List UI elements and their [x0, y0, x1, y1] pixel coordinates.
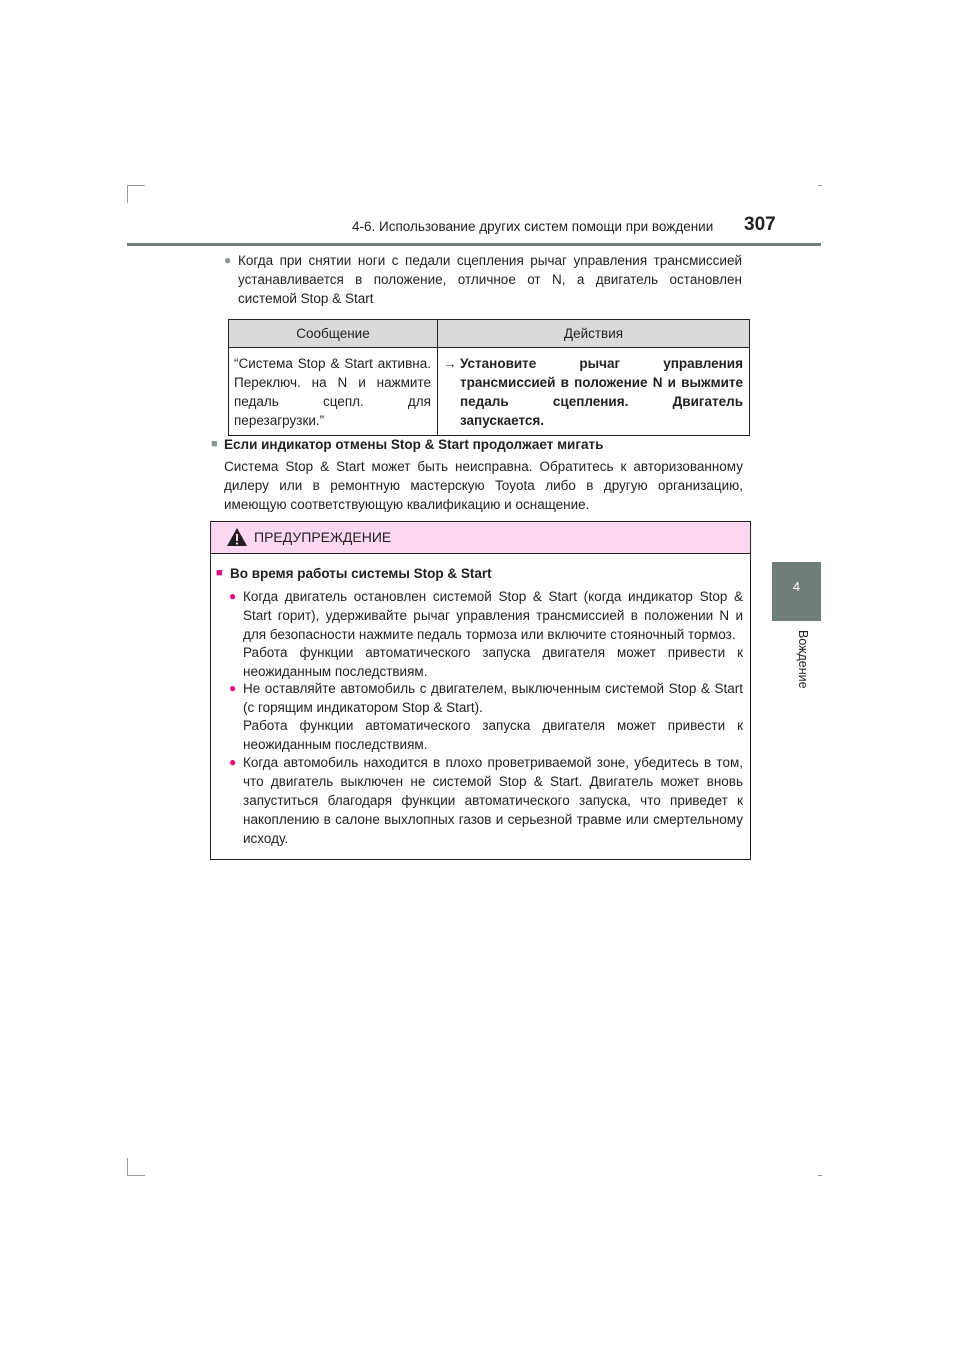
crop-mark-bottom-left-vertical	[127, 1158, 128, 1176]
warning-title: ПРЕДУПРЕЖДЕНИЕ	[254, 529, 392, 545]
chapter-number: 4	[792, 579, 801, 594]
crop-mark-top-right	[818, 185, 822, 186]
crop-mark-top-left-horizontal	[127, 185, 145, 186]
table-row	[229, 348, 750, 436]
message-table	[228, 319, 750, 436]
square-bullet-icon: ■	[216, 567, 223, 579]
warning-section-heading: Во время работы системы Stop & Start	[230, 566, 492, 581]
crop-mark-bottom-left-horizontal	[127, 1175, 145, 1176]
bullet-icon: ●	[229, 681, 237, 695]
header-rule	[127, 243, 821, 246]
arrow-right-icon: →	[443, 356, 457, 371]
table-header-message: Сообщение	[229, 320, 438, 348]
crop-mark-bottom-right	[818, 1175, 822, 1176]
section-title: 4-6. Использование других систем помощи при вождении	[352, 219, 714, 234]
warning-item-2-consequence: Работа функции автоматического запуска двигателя может привести к неожиданным последствиям.	[243, 718, 743, 752]
warning-item-2-text: Не оставляйте автомобиль с двигателем, выключенным системой Stop & Start (с горящим индикатором Stop & Start).	[243, 681, 743, 715]
chapter-label: Вождение	[796, 630, 810, 689]
warning-item-3-text: Когда автомобиль находится в плохо проветриваемой зоне, убедитесь в том, что двигатель выключен не системой Stop & Start. Двигатель может вновь запуститься благодаря функции автоматического запуска, что приведет к накоплению в салоне выхлопных газов и серьезной травме или смертельному исходу.	[243, 755, 743, 846]
square-bullet-icon: ■	[211, 438, 218, 450]
blink-section-body: Система Stop & Start может быть неисправна. Обратитесь к авторизованному дилеру или в ремонтную мастерскую Toyota либо в другую организацию, имеющую соответствующую квалификацию и оснащение.	[224, 459, 743, 512]
warning-box	[210, 521, 751, 860]
table-cell-action	[438, 348, 750, 436]
blink-section-heading: Если индикатор отмены Stop & Start продолжает мигать	[224, 437, 604, 452]
bullet-icon: ●	[229, 589, 237, 603]
bullet-icon: ●	[229, 755, 237, 769]
warning-header	[211, 522, 750, 554]
table-header-actions: Действия	[438, 320, 750, 348]
warning-item-1-consequence: Работа функции автоматического запуска двигателя может привести к неожиданным последствиям.	[243, 645, 743, 679]
table-cell-message	[229, 348, 438, 436]
warning-triangle-icon	[226, 527, 248, 547]
message-text: “Система Stop & Start активна. Переключ. на N и нажмите педаль сцепл. для перезагрузки.”	[234, 356, 431, 428]
page-number: 307	[744, 214, 776, 235]
action-text: Установите рычаг управления трансмиссией в положение N и выжмите педаль сцепления. Двигатель запускается.	[460, 356, 743, 428]
intro-bullet-text: Когда при снятии ноги с педали сцепления рычаг управления трансмиссией устанавливается в положение, отличное от N, а двигатель остановлен системой Stop & Start	[238, 253, 742, 306]
warning-item-1-text: Когда двигатель остановлен системой Stop & Start (когда индикатор Stop & Start горит), удерживайте рычаг управления трансмиссией в положении N и для безопасности нажмите педаль тормоза или включите стояночный тормоз.	[243, 589, 743, 642]
chapter-tab	[772, 562, 821, 621]
crop-mark-top-left-vertical	[127, 185, 128, 203]
bullet-icon: ●	[224, 253, 232, 267]
table-header-row	[229, 320, 750, 348]
